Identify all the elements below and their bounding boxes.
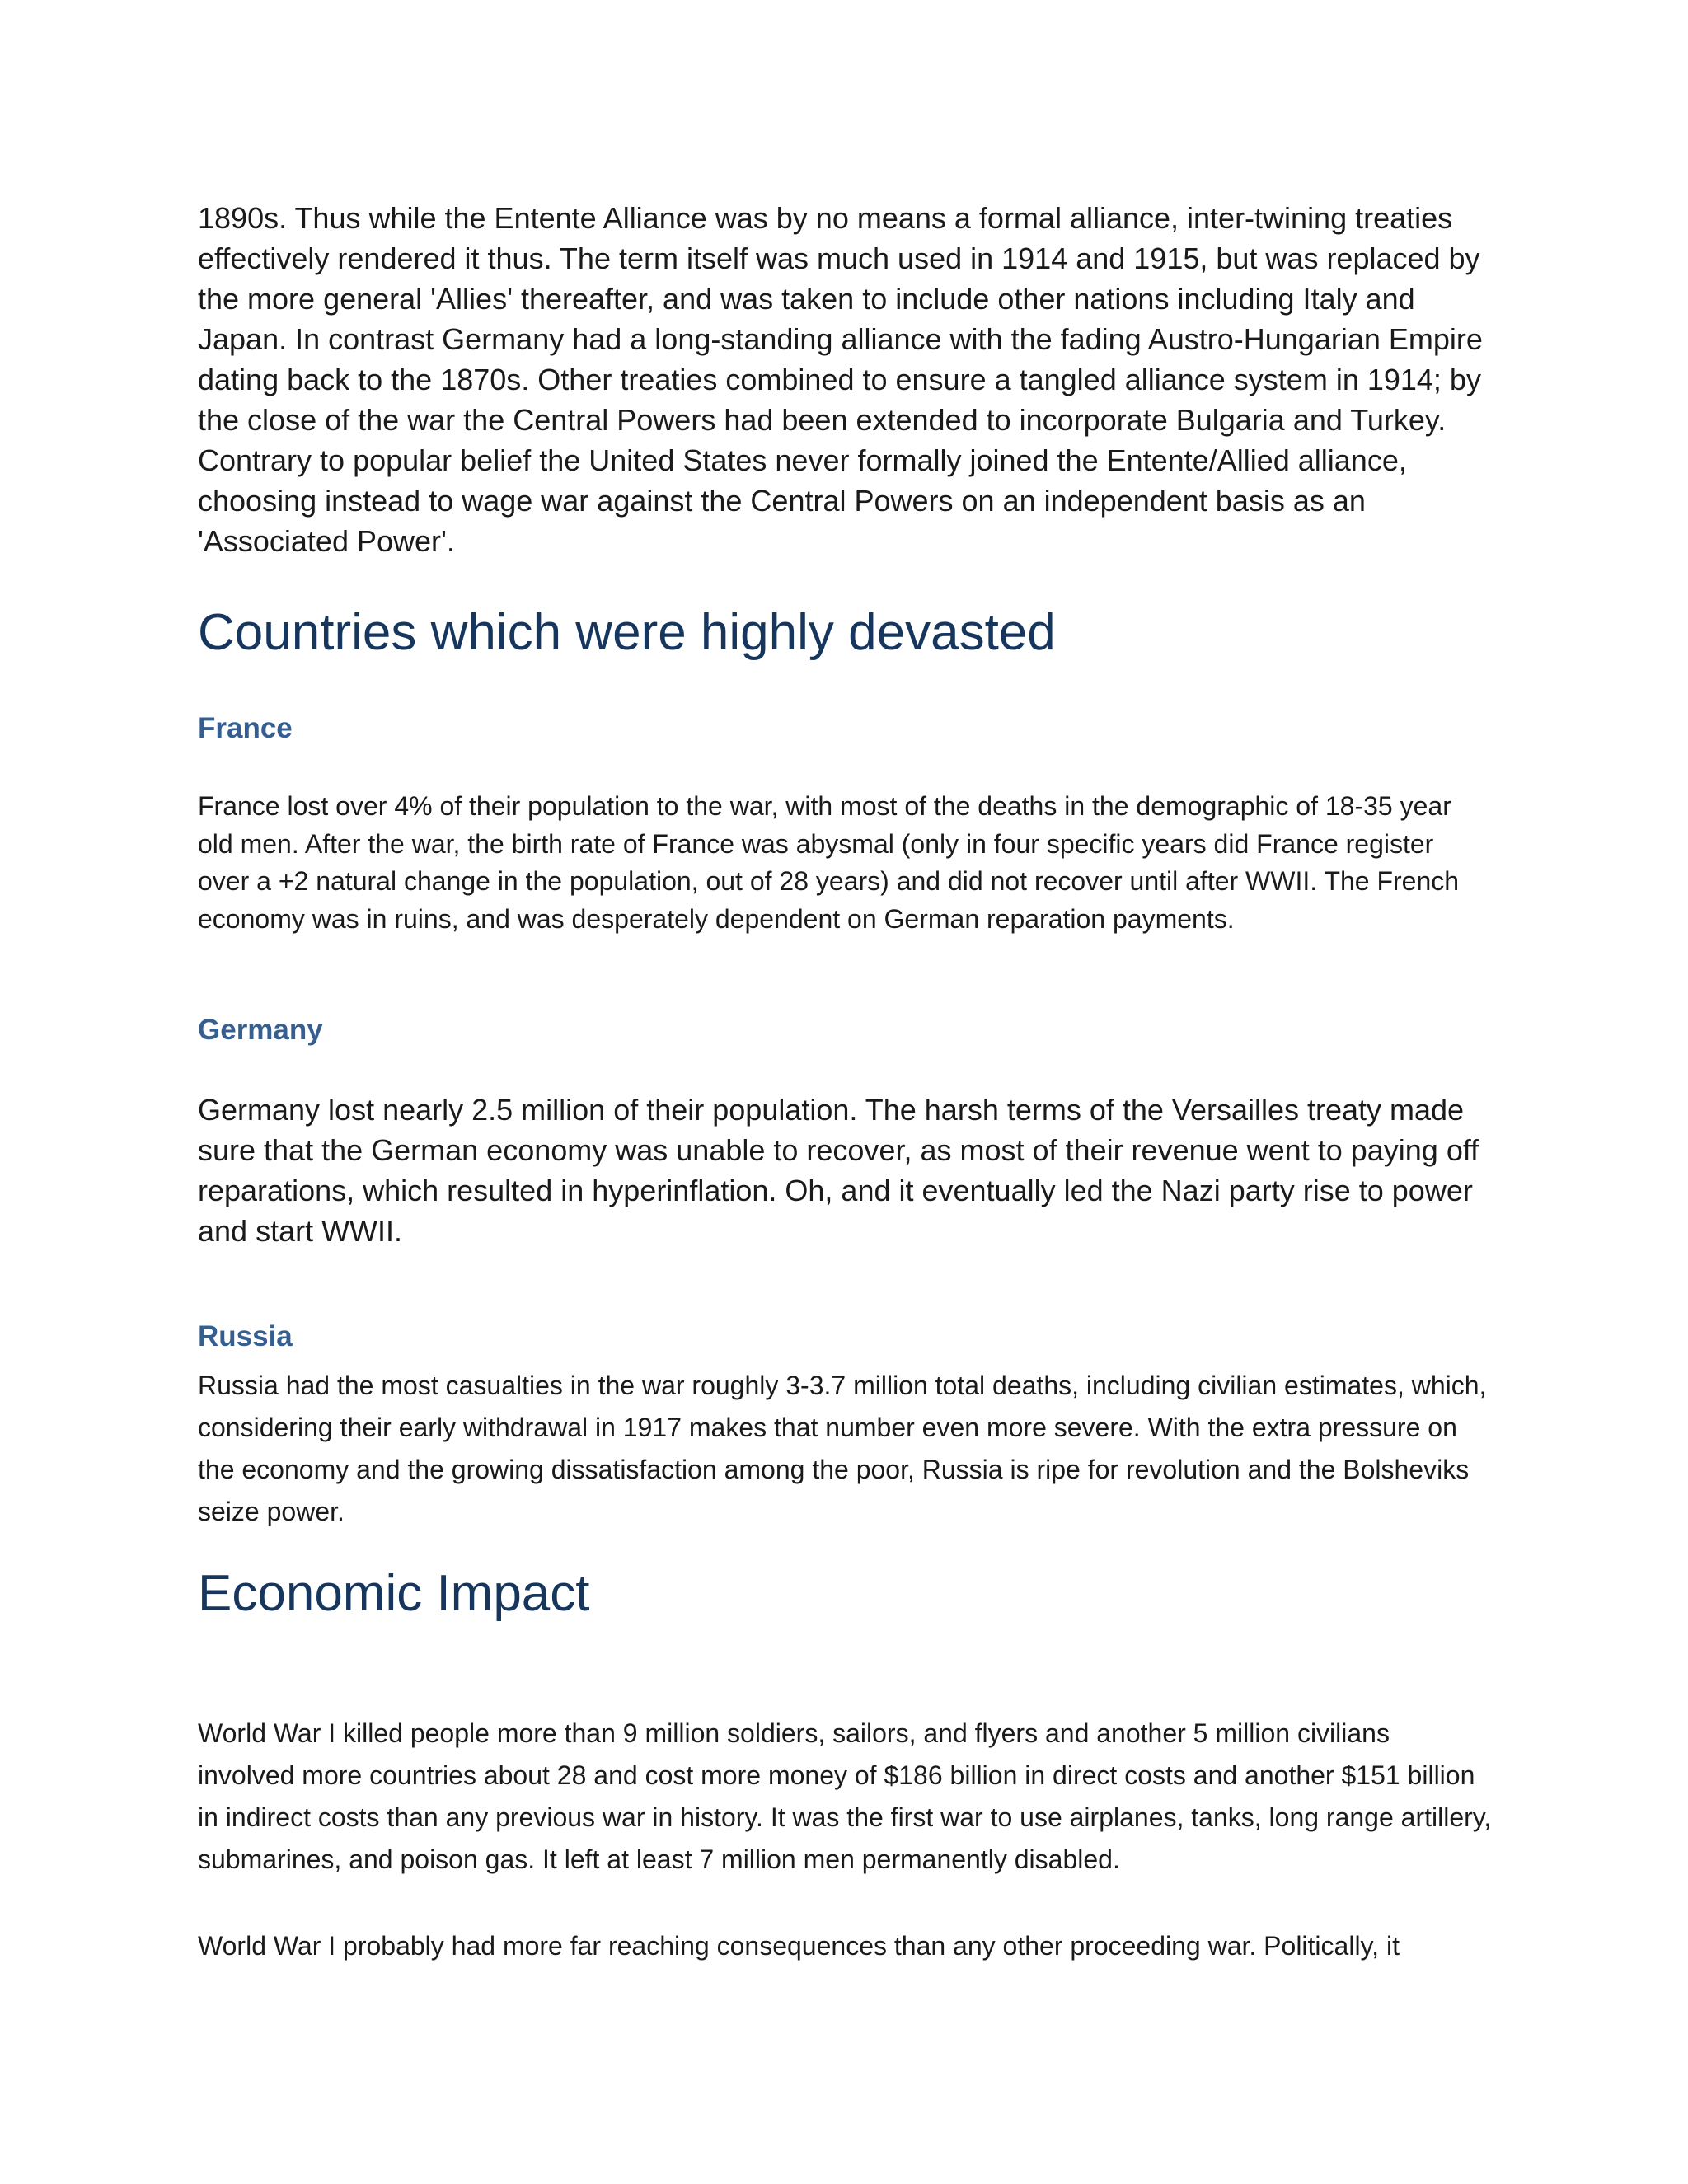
paragraph-germany: Germany lost nearly 2.5 million of their population. The harsh terms of the Versailles treaty made sure that the German economy was unable to recover, as most of their revenue went to paying off reparations, which resulted in hyperinflation. Oh, and it eventually led the Nazi party rise to power and start WWII. — [198, 1093, 1479, 1248]
paragraph-economic-1: World War I killed people more than 9 million soldiers, sailors, and flyers and another 5 million civilians involved more countries about 28 and cost more money of $186 billion in direct costs and another $151 billion in indirect costs than any previous war in history. It was the first war to use airplanes, tanks, long range artillery, submarines, and poison gas. It left at least 7 million men permanently disabled. — [198, 1718, 1492, 1874]
section-heading-economic-impact: Economic Impact — [198, 1565, 590, 1622]
subheading-russia: Russia — [198, 1320, 293, 1352]
paragraph-france: France lost over 4% of their population to the war, with most of the deaths in the demographic of 18-35 year old men. After the war, the birth rate of France was abysmal (only in four specific years did France register over a +2 natural change in the population, out of 28 years) and did not recover until after WWII. The French economy was in ruins, and was desperately dependent on German reparation payments. — [198, 791, 1460, 934]
paragraph-economic-2: World War I probably had more far reaching consequences than any other proceeding war. Politically, it — [198, 1931, 1400, 1961]
section-heading-countries: Countries which were highly devasted — [198, 604, 1056, 661]
intro-paragraph: 1890s. Thus while the Entente Alliance was by no means a formal alliance, inter-twining treaties effectively rendered it thus. The term itself was much used in 1914 and 1915, but was replaced by the more general 'Allies' thereafter, and was taken to include other nations including Italy and Japan. In contrast Germany had a long-standing alliance with the fading Austro-Hungarian Empire dating back to the 1870s. Other treaties combined to ensure a tangled alliance system in 1914; by the close of the war the Central Powers had been extended to incorporate Bulgaria and Turkey. Contrary to popular belief the United States never formally joined the Entente/Allied alliance, choosing instead to wage war against the Central Powers on an independent basis as an 'Associated Power'. — [198, 201, 1483, 558]
subheading-germany: Germany — [198, 1014, 323, 1046]
subheading-france: France — [198, 712, 293, 744]
paragraph-russia: Russia had the most casualties in the war roughly 3-3.7 million total deaths, including civilian estimates, which, considering their early withdrawal in 1917 makes that number even more severe. With the extra pressure on the economy and the growing dissatisfaction among the poor, Russia is ripe for revolution and the Bolsheviks seize power. — [198, 1371, 1487, 1526]
